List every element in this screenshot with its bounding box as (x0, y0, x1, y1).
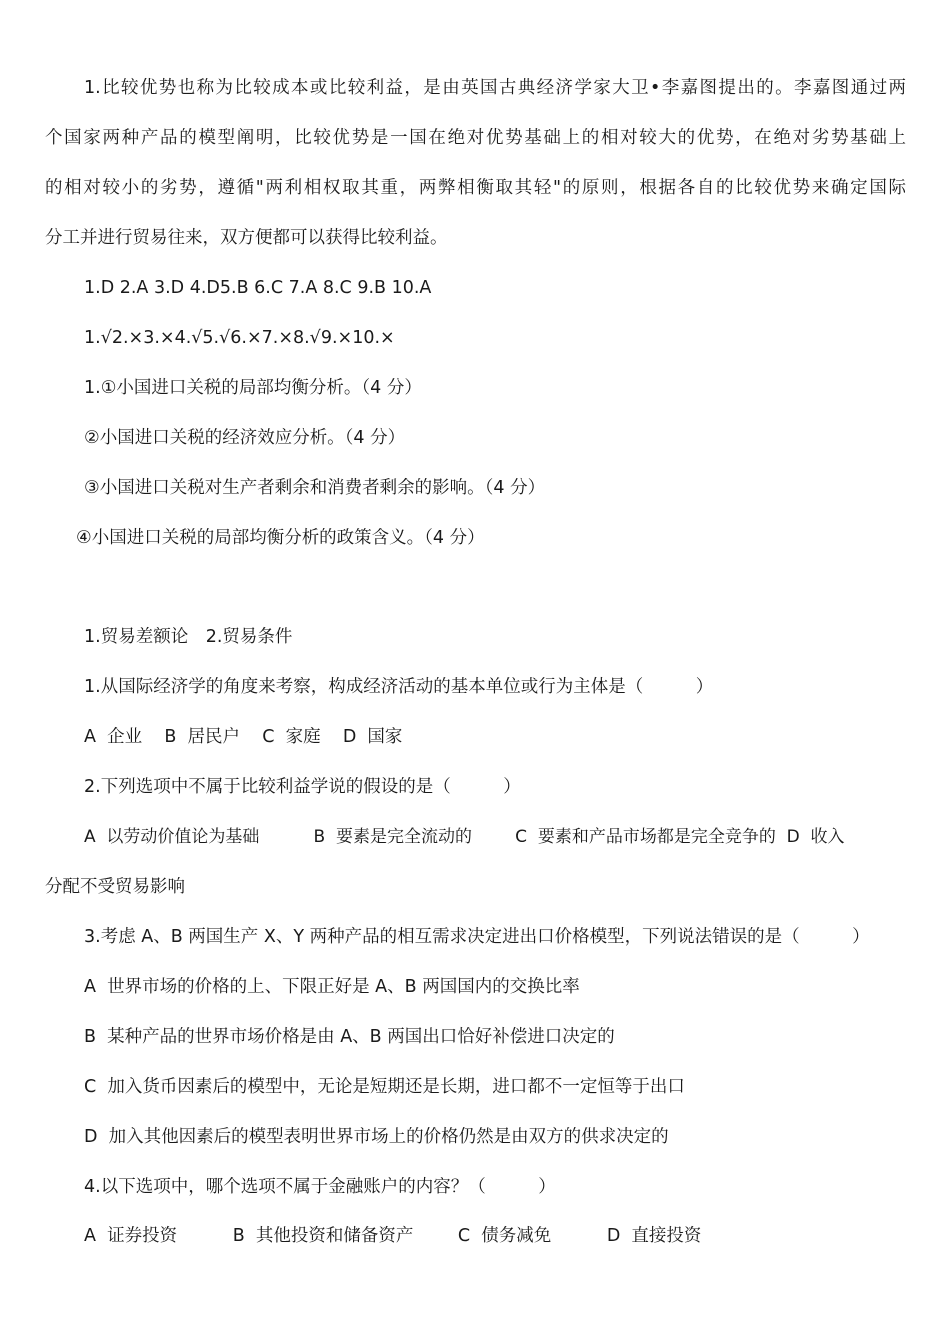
question-option: B 某种产品的世界市场价格是由 A、B 两国出口恰好补偿进口决定的 (84, 1027, 615, 1047)
choice-answer-key: 1.D 2.A 3.D 4.D5.B 6.C 7.A 8.C 9.B 10.A (84, 278, 432, 298)
term-list: 1.贸易差额论 2.贸易条件 (84, 627, 293, 647)
question-options: A 企业 B 居民户 C 家庭 D 国家 (84, 727, 403, 747)
truefalse-answer-key: 1.√2.×3.×4.√5.√6.×7.×8.√9.×10.× (84, 328, 395, 348)
question-stem: 4.以下选项中，哪个选项不属于金融账户的内容？（ ） (84, 1177, 556, 1197)
question-stem: 2.下列选项中不属于比较利益学说的假设的是（ ） (84, 777, 521, 797)
question-option: D 加入其他因素后的模型表明世界市场上的价格仍然是由双方的供求决定的 (84, 1127, 669, 1147)
question-option: C 加入货币因素后的模型中，无论是短期还是长期，进口都不一定恒等于出口 (84, 1077, 685, 1097)
paragraph-line: 1.比较优势也称为比较成本或比较利益，是由英国古典经济学家大卫•李嘉图提出的。李嘉图通过两 (84, 78, 906, 98)
analysis-point: 1.①小国进口关税的局部均衡分析。（4 分） (84, 378, 422, 398)
question-stem: 3.考虑 A、B 两国生产 X、Y 两种产品的相互需求决定进出口价格模型，下列说法错误的是（ ） (84, 927, 870, 947)
question-options: A 以劳动价值论为基础 B 要素是完全流动的 C 要素和产品市场都是完全竞争的 D 收入 (84, 827, 845, 847)
question-options: A 证券投资 B 其他投资和储备资产 C 债务减免 D 直接投资 (84, 1226, 702, 1246)
paragraph-line: 个国家两种产品的模型阐明，比较优势是一国在绝对优势基础上的相对较大的优势，在绝对劣势基础上 (45, 128, 906, 148)
analysis-point: ②小国进口关税的经济效应分析。（4 分） (84, 428, 406, 448)
analysis-point: ③小国进口关税对生产者剩余和消费者剩余的影响。（4 分） (84, 478, 546, 498)
paragraph-line: 的相对较小的劣势，遵循"两利相权取其重，两弊相衡取其轻"的原则，根据各自的比较优势来确定国际 (45, 178, 906, 198)
question-stem: 1.从国际经济学的角度来考察，构成经济活动的基本单位或行为主体是（ ） (84, 677, 714, 697)
question-options: 分配不受贸易影响 (45, 877, 185, 897)
question-option: A 世界市场的价格的上、下限正好是 A、B 两国国内的交换比率 (84, 977, 580, 997)
paragraph-line: 分工并进行贸易往来，双方便都可以获得比较利益。 (45, 228, 448, 248)
analysis-point: ④小国进口关税的局部均衡分析的政策含义。（4 分） (76, 528, 485, 548)
